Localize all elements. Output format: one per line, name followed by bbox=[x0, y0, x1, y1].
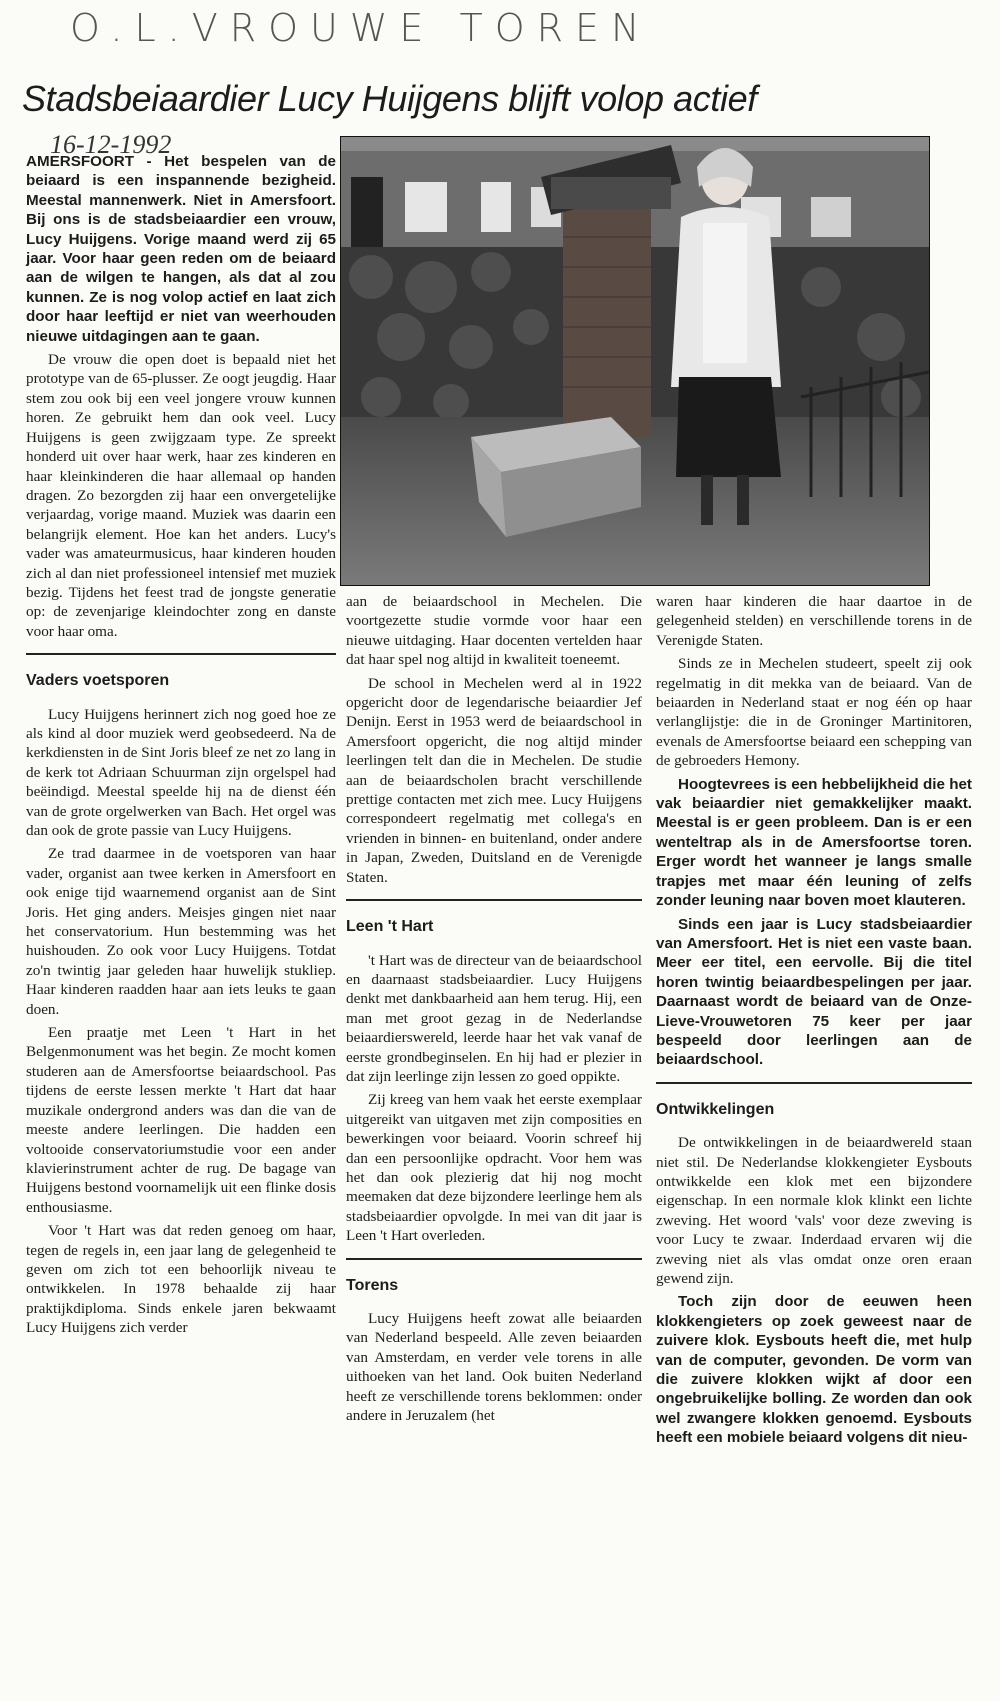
paragraph: Lucy Huijgens herinnert zich nog goed hoe ze als kind al door muziek werd geobsedeerd. Na de kerkdiensten in de Sint Joris bleef ze net zo lang in de kerk tot Adriaan Schuurman zijn orgelspel had beëindigd. Meestal speelde hij na de dienst één van de grote orgelwerken van Bach. Het orgel was dan ook de grote passie van Lucy Huijgens. bbox=[26, 705, 336, 839]
subheading-vaders-voetsporen: Vaders voetsporen bbox=[26, 653, 336, 690]
photo-woman-by-brick-pillar bbox=[341, 137, 929, 585]
paragraph: waren haar kinderen die haar daartoe in de gelegenheid stelden) en verschillende torens in de Verenigde Staten. bbox=[656, 593, 972, 649]
article-headline: Stadsbeiaardier Lucy Huijgens blijft volop actief bbox=[22, 78, 757, 119]
handwritten-date: 16-12-1992 bbox=[50, 130, 172, 159]
column-3 bbox=[656, 592, 972, 1452]
paragraph: De ontwikkelingen in de beiaardwereld staan niet stil. De Nederlandse klokkengieter Eysbouts ontwikkelde een klok met een bijzondere eigenschap. In een normale klok klinkt een lichte zweving. Het woord 'vals' voor deze zweving is voor Lucy te zwaar. Inderdaad ervaren wij die zweving niet als vlas omdat onze oren eraan gewend zijn. bbox=[656, 1134, 972, 1287]
paragraph: 't Hart was de directeur van de beiaardschool en daarnaast stadsbeiaardier. Lucy Huijgens denkt met dankbaarheid aan hem terug. Hij, een man met groot gezag in de Nederlandse beiaardierswereld, leerde haar het vak vanaf de eerste grondbeginselen. En hij had er plezier in dat zijn leerlinge zijn lessen zo goed oppikte. bbox=[346, 951, 642, 1085]
column-1 bbox=[26, 152, 336, 1342]
paragraph-bold: Toch zijn door de eeuwen heen klokkengieters op zoek geweest naar de zuivere klok. Eysbouts heeft die, met hulp van de computer, gevonden. De vorm van die zuivere klokken wijkt af door een ongebruikelijke bolling. Ze worden dan ook wel zwangere klokken genoemd. Eysbouts heeft een mobiele beiaard volgens dit nieu- bbox=[656, 1293, 972, 1447]
paragraph: De school in Mechelen werd al in 1922 opgericht door de legendarische beiaardier Jef Denijn. Eerst in 1953 werd de beiaardschool in Amersfoort opgericht, die nog altijd minder leerlingen telt dan die in Mechelen. De studie aan de beiaardscholen bracht verschillende prettige contacten met zich mee. Lucy Huijgens correspondeert regelmatig met collega's en vrienden in binnen- en buitenland, onder andere in Japan, Zweden, Duitsland en de Verenigde Staten. bbox=[346, 674, 642, 886]
paragraph-bold: Sinds een jaar is Lucy stadsbeiaardier van Amersfoort. Het is niet een vaste baan. Meer eer titel, een eervolle. Bij die titel horen twintig beiaardbespelingen per jaar. Daarnaast wordt de beiaard van de Onze-Lieve-Vrouwetoren 75 keer per jaar bespeeld door leerlingen aan de beiaardschool. bbox=[656, 915, 972, 1069]
handwritten-header: O.L.VROUWE TOREN bbox=[70, 6, 652, 50]
paragraph: Zij kreeg van hem vaak het eerste exemplaar uitgereikt van uitgaven met zijn composities en bewerkingen voor beiaard. Voorin schreef hij dan een persoonlijke opdracht. Voor hem was het dan ook plezierig dat hij nog mocht meemaken dat deze bijzondere leerlinge hem als stadsbeiaardier opvolgde. In mei van dit jaar is Leen 't Hart overleden. bbox=[346, 1091, 642, 1245]
lead-paragraph: AMERSFOORT - Het bespelen van de beiaard is een inspannende bezigheid. Meestal mannenwerk. Niet in Amersfoort. Bij ons is de stadsbeiaardier een vrouw, Lucy Huijgens. Vorige maand werd zij 65 jaar. Voor haar geen reden om de beiaard aan de wilgen te hangen, als dat al zou kunnen. Ze is nog volop actief en laat zich door haar leeftijd er niet van weerhouden nieuwe uitdagingen aan te gaan. bbox=[26, 153, 336, 345]
subheading-ontwikkelingen: Ontwikkelingen bbox=[656, 1082, 972, 1119]
column-2 bbox=[346, 592, 642, 1429]
paragraph: aan de beiaardschool in Mechelen. Die voortgezette studie vormde voor haar een nieuwe uitdaging. Haar docenten vertelden haar dat haar spel nog altijd in kwaliteit toeneemt. bbox=[346, 593, 642, 669]
paragraph: Voor 't Hart was dat reden genoeg om haar, tegen de regels in, een jaar lang de gelegenheid te geven om zich tot een behoorlijk niveau te ontwikkelen. In 1978 behaalde zij haar praktijkdiploma. Sinds enkele jaren bekwaamt Lucy Huijgens zich verder bbox=[26, 1222, 336, 1337]
article-photo bbox=[340, 136, 930, 586]
subheading-leen-t-hart: Leen 't Hart bbox=[346, 899, 642, 936]
paragraph: Lucy Huijgens heeft zowat alle beiaarden van Nederland bespeeld. Alle zeven beiaarden van Amsterdam, en verder vele torens in alle uithoeken van het land. Ook buiten Nederland heeft ze verschillende torens beklommen: onder andere in Jeruzalem (het bbox=[346, 1310, 642, 1425]
paragraph: Een praatje met Leen 't Hart in het Belgenmonument was het begin. Ze mocht komen studeren aan de Amersfoortse beiaardschool. Pas tijdens de eerste lessen merkte 't Hart dat haar muzikale ondergrond anders was dan die van de meeste andere leerlingen. Die hadden een voltooide conservatoriumstudie voor een ander klavierinstrument achter de rug. De bagage van Huijgens bestond voornamelijk uit een flinke dosis enthousiasme. bbox=[26, 1024, 336, 1216]
paragraph: De vrouw die open doet is bepaald niet het prototype van de 65-plusser. Ze oogt jeugdig. Haar stem zou ook bij een veel jongere vrouw kunnen horen. Ze gebruikt hem dan ook veel. Lucy Huijgens is geen zwijgzaam type. Ze spreekt honderd uit over haar werk, haar zes kinderen en haar kleinkinderen die haar allemaal op handen dragen. Zo bezorgden zij haar een onvergetelijke verjaardag, vorige maand. Muziek was daarin een belangrijk element. Hoe kan het anders. Lucy's vader was amateurmusicus, haar kinderen houden zich al dan niet professioneel intensief met muziek bezig. Tijdens het feest trad de jongste generatie op: de zevenjarige kleindochter zong en danste voor haar oma. bbox=[26, 351, 336, 640]
paragraph: Ze trad daarmee in de voetsporen van haar vader, organist aan twee kerken in Amersfoort en ook enige tijd waarnemend organist aan de Sint Joris. Het ging anders. Meisjes gingen niet naar het conservatorium. Hun bestemming was het huishouden. Zo ook voor Lucy Huijgens. Totdat zo'n twintig jaar geleden haar huwelijk stukliep. Haar kinderen raadden haar aan iets leuks te gaan doen. bbox=[26, 845, 336, 1018]
paragraph: Sinds ze in Mechelen studeert, speelt zij ook regelmatig in dit mekka van de beiaard. Van de beiaarden in Nederland staat er nog één op haar verlanglijstje: die in de Groninger Martinitoren, evenals de Amersfoortse beiaard een schepping van de gebroeders Hemony. bbox=[656, 655, 972, 770]
subheading-torens: Torens bbox=[346, 1258, 642, 1295]
paragraph-bold: Hoogtevrees is een hebbelijkheid die het vak beiaardier niet gemakkelijker maakt. Meestal is er geen probleem. Dan is er een wenteltrap als in de Amersfoortse toren. Erger wordt het wanneer je langs smalle trapjes met maar één leuning of zelfs zonder leuning naar boven moet klauteren. bbox=[656, 775, 972, 910]
